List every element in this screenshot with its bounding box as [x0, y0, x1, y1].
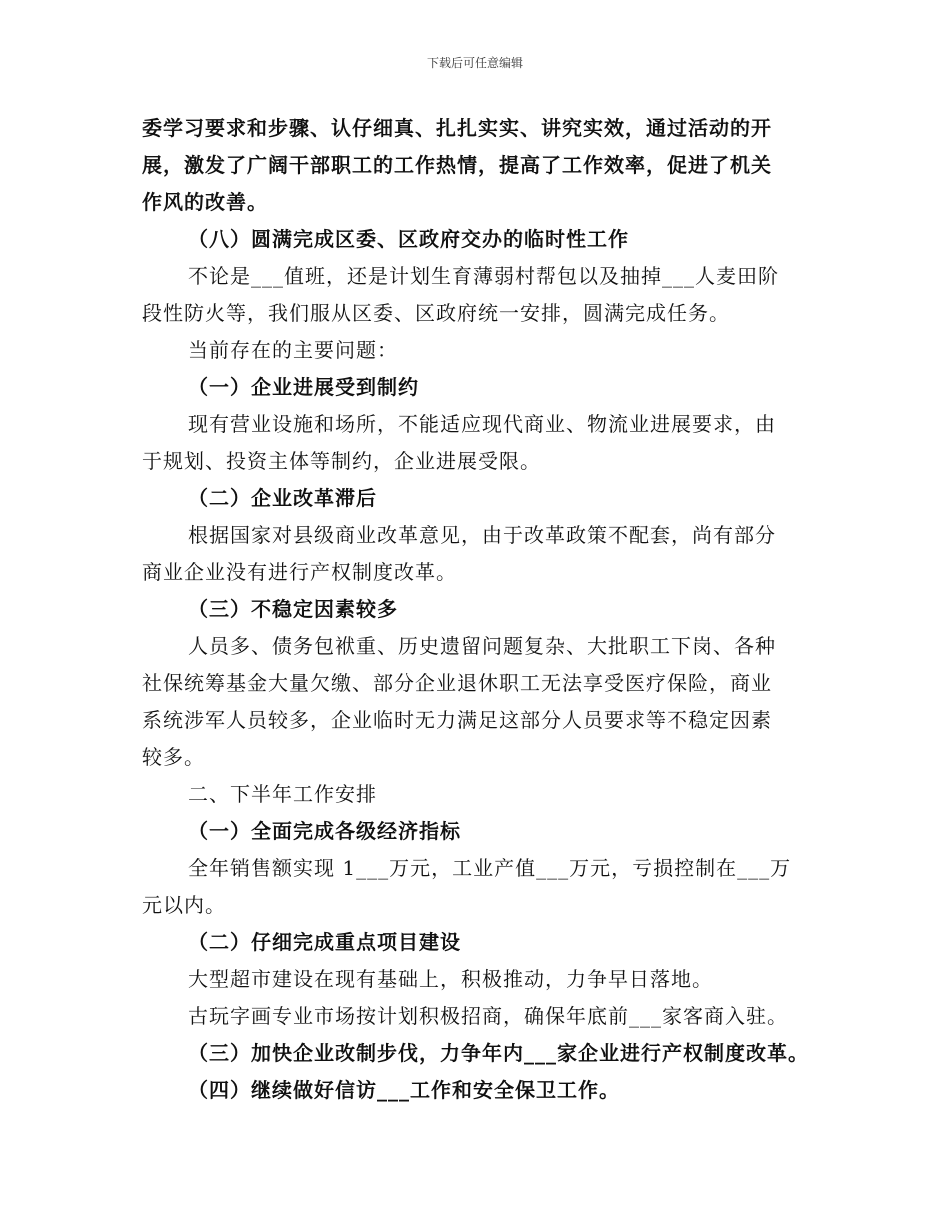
- paragraph-line: 商业企业没有进行产权制度改革。: [142, 560, 457, 584]
- paragraph-line: 作风的改善。: [142, 190, 268, 214]
- paragraph-line: 当前存在的主要问题：: [188, 338, 398, 362]
- paragraph-line: 全年销售额实现 1___万元，工业产值___万元，亏损控制在___万: [188, 856, 792, 880]
- paragraph-line: 古玩字画专业市场按计划积极招商，确保年底前___家客商入驻。: [188, 1004, 788, 1028]
- paragraph-line: 较多。: [142, 745, 205, 769]
- section-heading: （三）加快企业改制步伐，力争年内___家企业进行产权制度改革。: [188, 1041, 809, 1065]
- page-header: 下载后可任意编辑: [426, 56, 523, 70]
- section-heading: （二）仔细完成重点项目建设: [188, 930, 461, 954]
- section-heading: 二、下半年工作安排: [188, 782, 377, 806]
- section-heading: （二）企业改革滞后: [188, 486, 377, 510]
- paragraph-line: 于规划、投资主体等制约，企业进展受限。: [142, 449, 541, 473]
- paragraph-line: 元以内。: [142, 893, 226, 917]
- section-heading: （一）全面完成各级经济指标: [188, 819, 461, 843]
- paragraph-line: 人员多、债务包袱重、历史遗留问题复杂、大批职工下岗、各种: [188, 634, 776, 658]
- paragraph-line: 现有营业设施和场所，不能适应现代商业、物流业进展要求，由: [188, 412, 776, 436]
- section-heading: （八）圆满完成区委、区政府交办的临时性工作: [188, 227, 629, 251]
- paragraph-line: 大型超市建设在现有基础上，积极推动，力争早日落地。: [188, 967, 713, 991]
- paragraph-line: 根据国家对县级商业改革意见，由于改革政策不配套，尚有部分: [188, 523, 776, 547]
- paragraph-line: 段性防火等，我们服从区委、区政府统一安排，圆满完成任务。: [142, 301, 730, 325]
- paragraph-line: 不论是___值班，还是计划生育薄弱村帮包以及抽掉___人麦田阶: [188, 264, 779, 288]
- section-heading: （四）继续做好信访___工作和安全保卫工作。: [188, 1078, 620, 1102]
- section-heading: （一）企业进展受到制约: [188, 375, 419, 399]
- paragraph-line: 委学习要求和步骤、认仔细真、扎扎实实、讲究实效，通过活动的开: [142, 116, 772, 140]
- paragraph-line: 展，激发了广阔干部职工的工作热情，提高了工作效率，促进了机关: [142, 153, 772, 177]
- document-body: [142, 110, 812, 1109]
- paragraph-line: 系统涉军人员较多，企业临时无力满足这部分人员要求等不稳定因素: [142, 708, 772, 732]
- section-heading: （三）不稳定因素较多: [188, 597, 398, 621]
- paragraph-line: 社保统筹基金大量欠缴、部分企业退休职工无法享受医疗保险，商业: [142, 671, 772, 695]
